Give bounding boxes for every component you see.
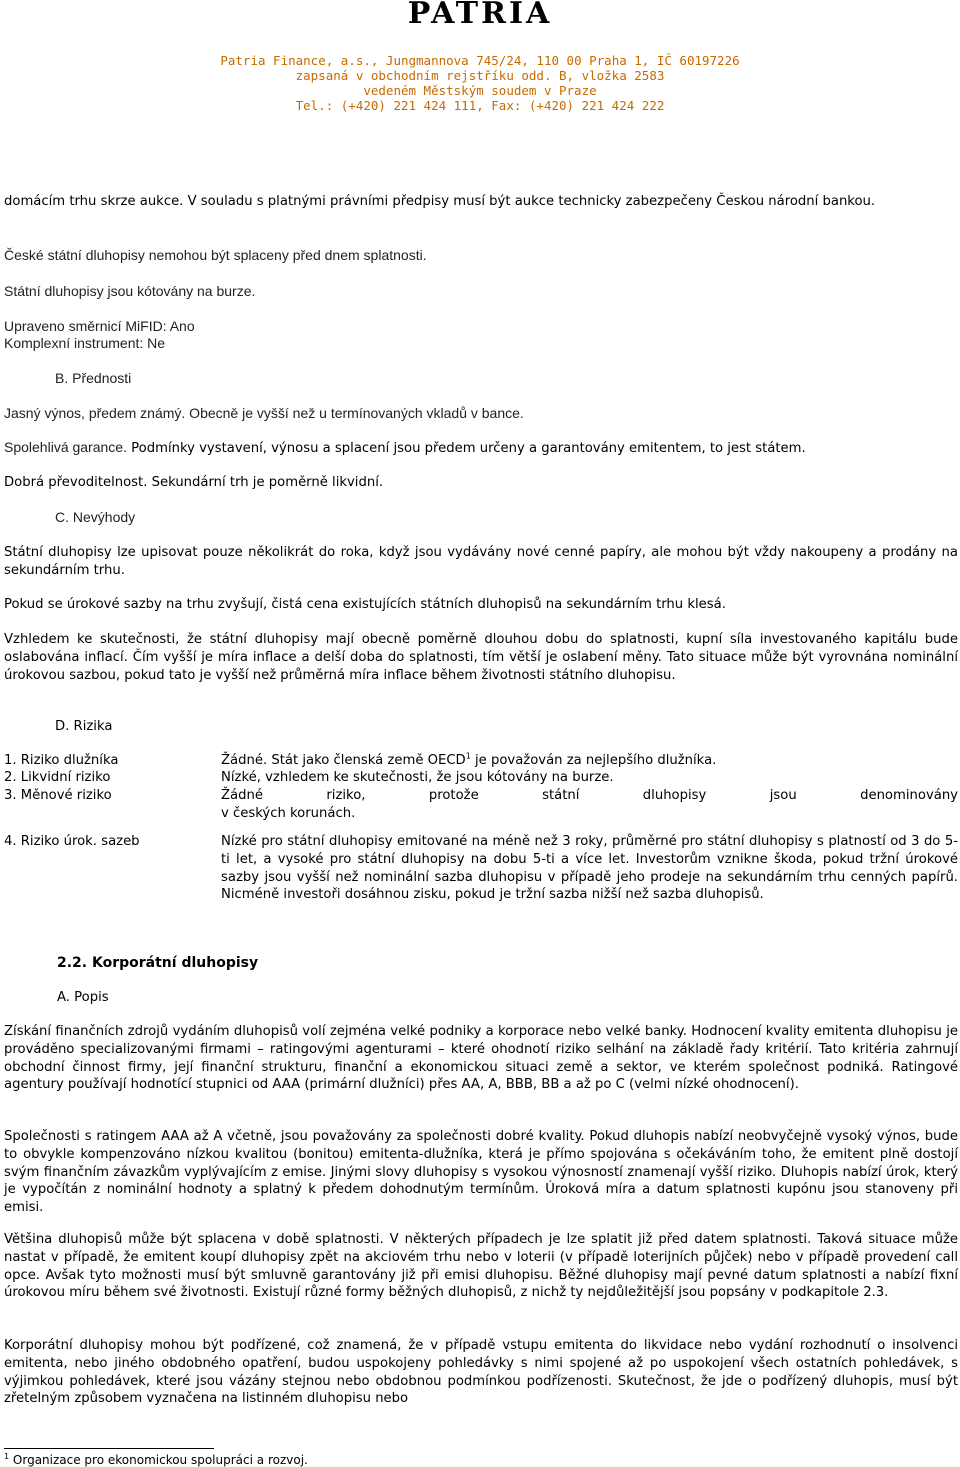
paragraph-vetsina: Většina dluhopisů může být splacena v době splatnosti. V některých případech je lze splatit již před datem splatnosti. Taková situace může nastat v případě, že emitent koupí dluhopisy zpět na akciovém trhu nebo v loterii (v případě loterijních půjček) nebo v případě provedení call opce. Avšak tyto možnosti musí být smluvně garantovány již při emisi dluhopisu. Běžné dluhopisy mají pevné datum splatnosti a nabízí fixní úrokovou míru během své životnosti. Existují různé formy běžných dluhopisů, z nichž ty nejdůležitější jsou popsány v podkapitole 2.3.: [4, 1232, 958, 1301]
paragraph-vzhledem: Vzhledem ke skutečnosti, že státní dluhopisy mají obecně poměrně dlouhou dobu do splatnosti, kupní síla investovaného kapitálu bude oslabována inflací. Čím vyšší je míra inflace a delší doba do splatnosti, tím větší je oslabení měny. Tato situace může být vyrovnána nominální úrokovou sazbou, pokud tato je vyšší než průměrná míra inflace během životnosti státního dluhopisu.: [4, 632, 958, 683]
spolehliva-label: Spolehlivá garance.: [4, 439, 127, 455]
footnote: [4, 1453, 308, 1467]
paragraph-ziskani: Získání finančních zdrojů vydáním dluhopisů volí zejména velké podniky a korporace nebo velké banky. Hodnocení kvality emitenta dluhopisu je prováděno specializovanými firmami – ratingovými agenturami – které ohodnotí riziko selhání na základě řady kritérií. Tato kritéria zahrnují obchodní činnost firmy, její finanční strukturu, finanční a ekonomickou situaci země a sektor, ve kterém společnost podniká. Ratingové agentury používají hodnotící stupnici od AAA (primární dlužníci) přes AA, A, BBB, BB a až po C (velmi nízké ohodnocení).: [4, 1024, 958, 1093]
paragraph-upisovat: Státní dluhopisy lze upisovat pouze několikrát do roka, když jsou vydávány nové cenné papíry, ale mohou být vždy nakoupeny a prodány na sekundárním trhu.: [4, 545, 958, 578]
footnote-text: Organizace pro ekonomickou spolupráci a rozvoj.: [9, 1453, 308, 1467]
heading-rizika: D. Rizika: [55, 719, 113, 734]
mifid-line: Upraveno směrnicí MiFID: Ano: [4, 318, 195, 334]
risk-label-3: 3. Měnové riziko: [4, 788, 112, 803]
risk-text-1: [221, 752, 958, 770]
footnote-divider: [4, 1448, 214, 1449]
risk-text-4: Nízké pro státní dluhopisy emitované na méně než 3 roky, průměrné pro státní dluhopisy s platností od 3 do 5-ti let, a vysoké pro státní dluhopisy na dobu 5-ti a více let. Investorům vznikne škoda, pokud tržní úrokové sazby jsou vyšší než nominální sazba dluhopisu v případě jeho prodeje na sekundárním trhu cenných papírů. Nicméně investoři dosáhnou zisku, pokud je tržní sazba nižší než sazba dluhopisů.: [221, 834, 958, 903]
address-line-4: Tel.: (+420) 221 424 111, Fax: (+420) 221 424 222: [295, 98, 665, 113]
address-line-2: zapsaná v obchodním rejstříku odd. B, vložka 2583: [295, 68, 665, 83]
paragraph-jasny-vynos: Jasný výnos, předem známý. Obecně je vyšší než u termínovaných vkladů v bance.: [4, 405, 524, 421]
paragraph-burze: Státní dluhopisy jsou kótovány na burze.: [4, 283, 256, 299]
address-line-3: vedeném Městským soudem v Praze: [363, 83, 597, 98]
paragraph-spolehliva-garance: [4, 439, 958, 458]
patria-logo: PATRIA: [407, 0, 553, 31]
risk-label-4: 4. Riziko úrok. sazeb: [4, 834, 140, 849]
risk-label-2: 2. Likvidní riziko: [4, 770, 111, 785]
risk-label-1: 1. Riziko dlužníka: [4, 753, 119, 768]
footnote-ref: 1: [465, 751, 471, 761]
address-line-1: Patria Finance, a.s., Jungmannova 745/24, 110 00 Praha 1, IČ 60197226: [220, 53, 740, 68]
heading-popis: A. Popis: [57, 990, 109, 1005]
risk-text-3b: v českých korunách.: [221, 806, 356, 821]
paragraph-spolecnosti: Společnosti s ratingem AAA až A včetně, jsou považovány za společnosti dobré kvality. Pokud dluhopis nabízí neobvyčejně vysoký výnos, bude to obvykle kompenzováno nízkou kvalitou (bonitou) emitenta-dlužníka, která je přímo spojována s očekáváním toho, že emitent plně dostojí svým finančním závazkům vyplývajícím z emise. Jinými slovy dluhopisy s vysokou výnosností znamenají vyšší riziko. Dluhopis nabízí úrok, který je vypočítán z nominální hodnoty a splatný k předem dohodnutým termínům. Úroková míra a datum splatnosti kupónu jsou stanoveny při emisi.: [4, 1129, 958, 1216]
paragraph-dobra-prevoditelnost: [4, 474, 958, 492]
paragraph-splaceny: České státní dluhopisy nemohou být splaceny před dnem splatnosti.: [4, 247, 427, 263]
risk-text-3a: Žádné riziko, protože státní dluhopisy jsou denominovány: [221, 788, 958, 803]
paragraph-aukce: domácím trhu skrze aukce. V souladu s platnými právními předpisy musí být aukce technicky zabezpečeny Českou národní bankou.: [4, 194, 876, 209]
risk-text-2: Nízké, vzhledem ke skutečnosti, že jsou kótovány na burze.: [221, 770, 614, 785]
footnote-number: 1: [4, 1452, 10, 1461]
risk-text-1b: je považován za nejlepšího dlužníka.: [470, 753, 717, 768]
dobra-label: Dobrá převoditelnost.: [4, 475, 148, 490]
risk-text-1a: Žádné. Stát jako členská země OECD: [221, 753, 466, 768]
complex-instrument-line: Komplexní instrument: Ne: [4, 335, 166, 351]
spolehliva-text: Podmínky vystavení, výnosu a splacení jsou předem určeny a garantovány emitentem, to jest státem.: [126, 441, 806, 456]
paragraph-urokove-sazby: Pokud se úrokové sazby na trhu zvyšují, čistá cena existujících státních dluhopisů na sekundárním trhu klesá.: [4, 597, 726, 612]
paragraph-podrizene: Korporátní dluhopisy mohou být podřízené, což znamená, že v případě vstupu emitenta do likvidace nebo vydání rozhodnutí o insolvenci emitenta, nebo jiného obdobného opatření, budou uspokojeny pohledávky s nimi spojené až po uspokojení všech ostatních pohledávek, s výjimkou pohledávek, které jsou vázány stejnou nebo obdobnou podmínkou podřízenosti. Skutečnost, že jde o podřízený dluhopis, musí být zřetelným způsobem vyznačena na listinném dluhopisu nebo: [4, 1338, 958, 1407]
heading-korporatni-dluhopisy: 2.2. Korporátní dluhopisy: [57, 955, 259, 971]
dobra-text: Sekundární trh je poměrně likvidní.: [147, 475, 384, 490]
heading-prednosti: B. Přednosti: [55, 370, 132, 386]
heading-nevyhody: C. Nevýhody: [55, 509, 136, 525]
